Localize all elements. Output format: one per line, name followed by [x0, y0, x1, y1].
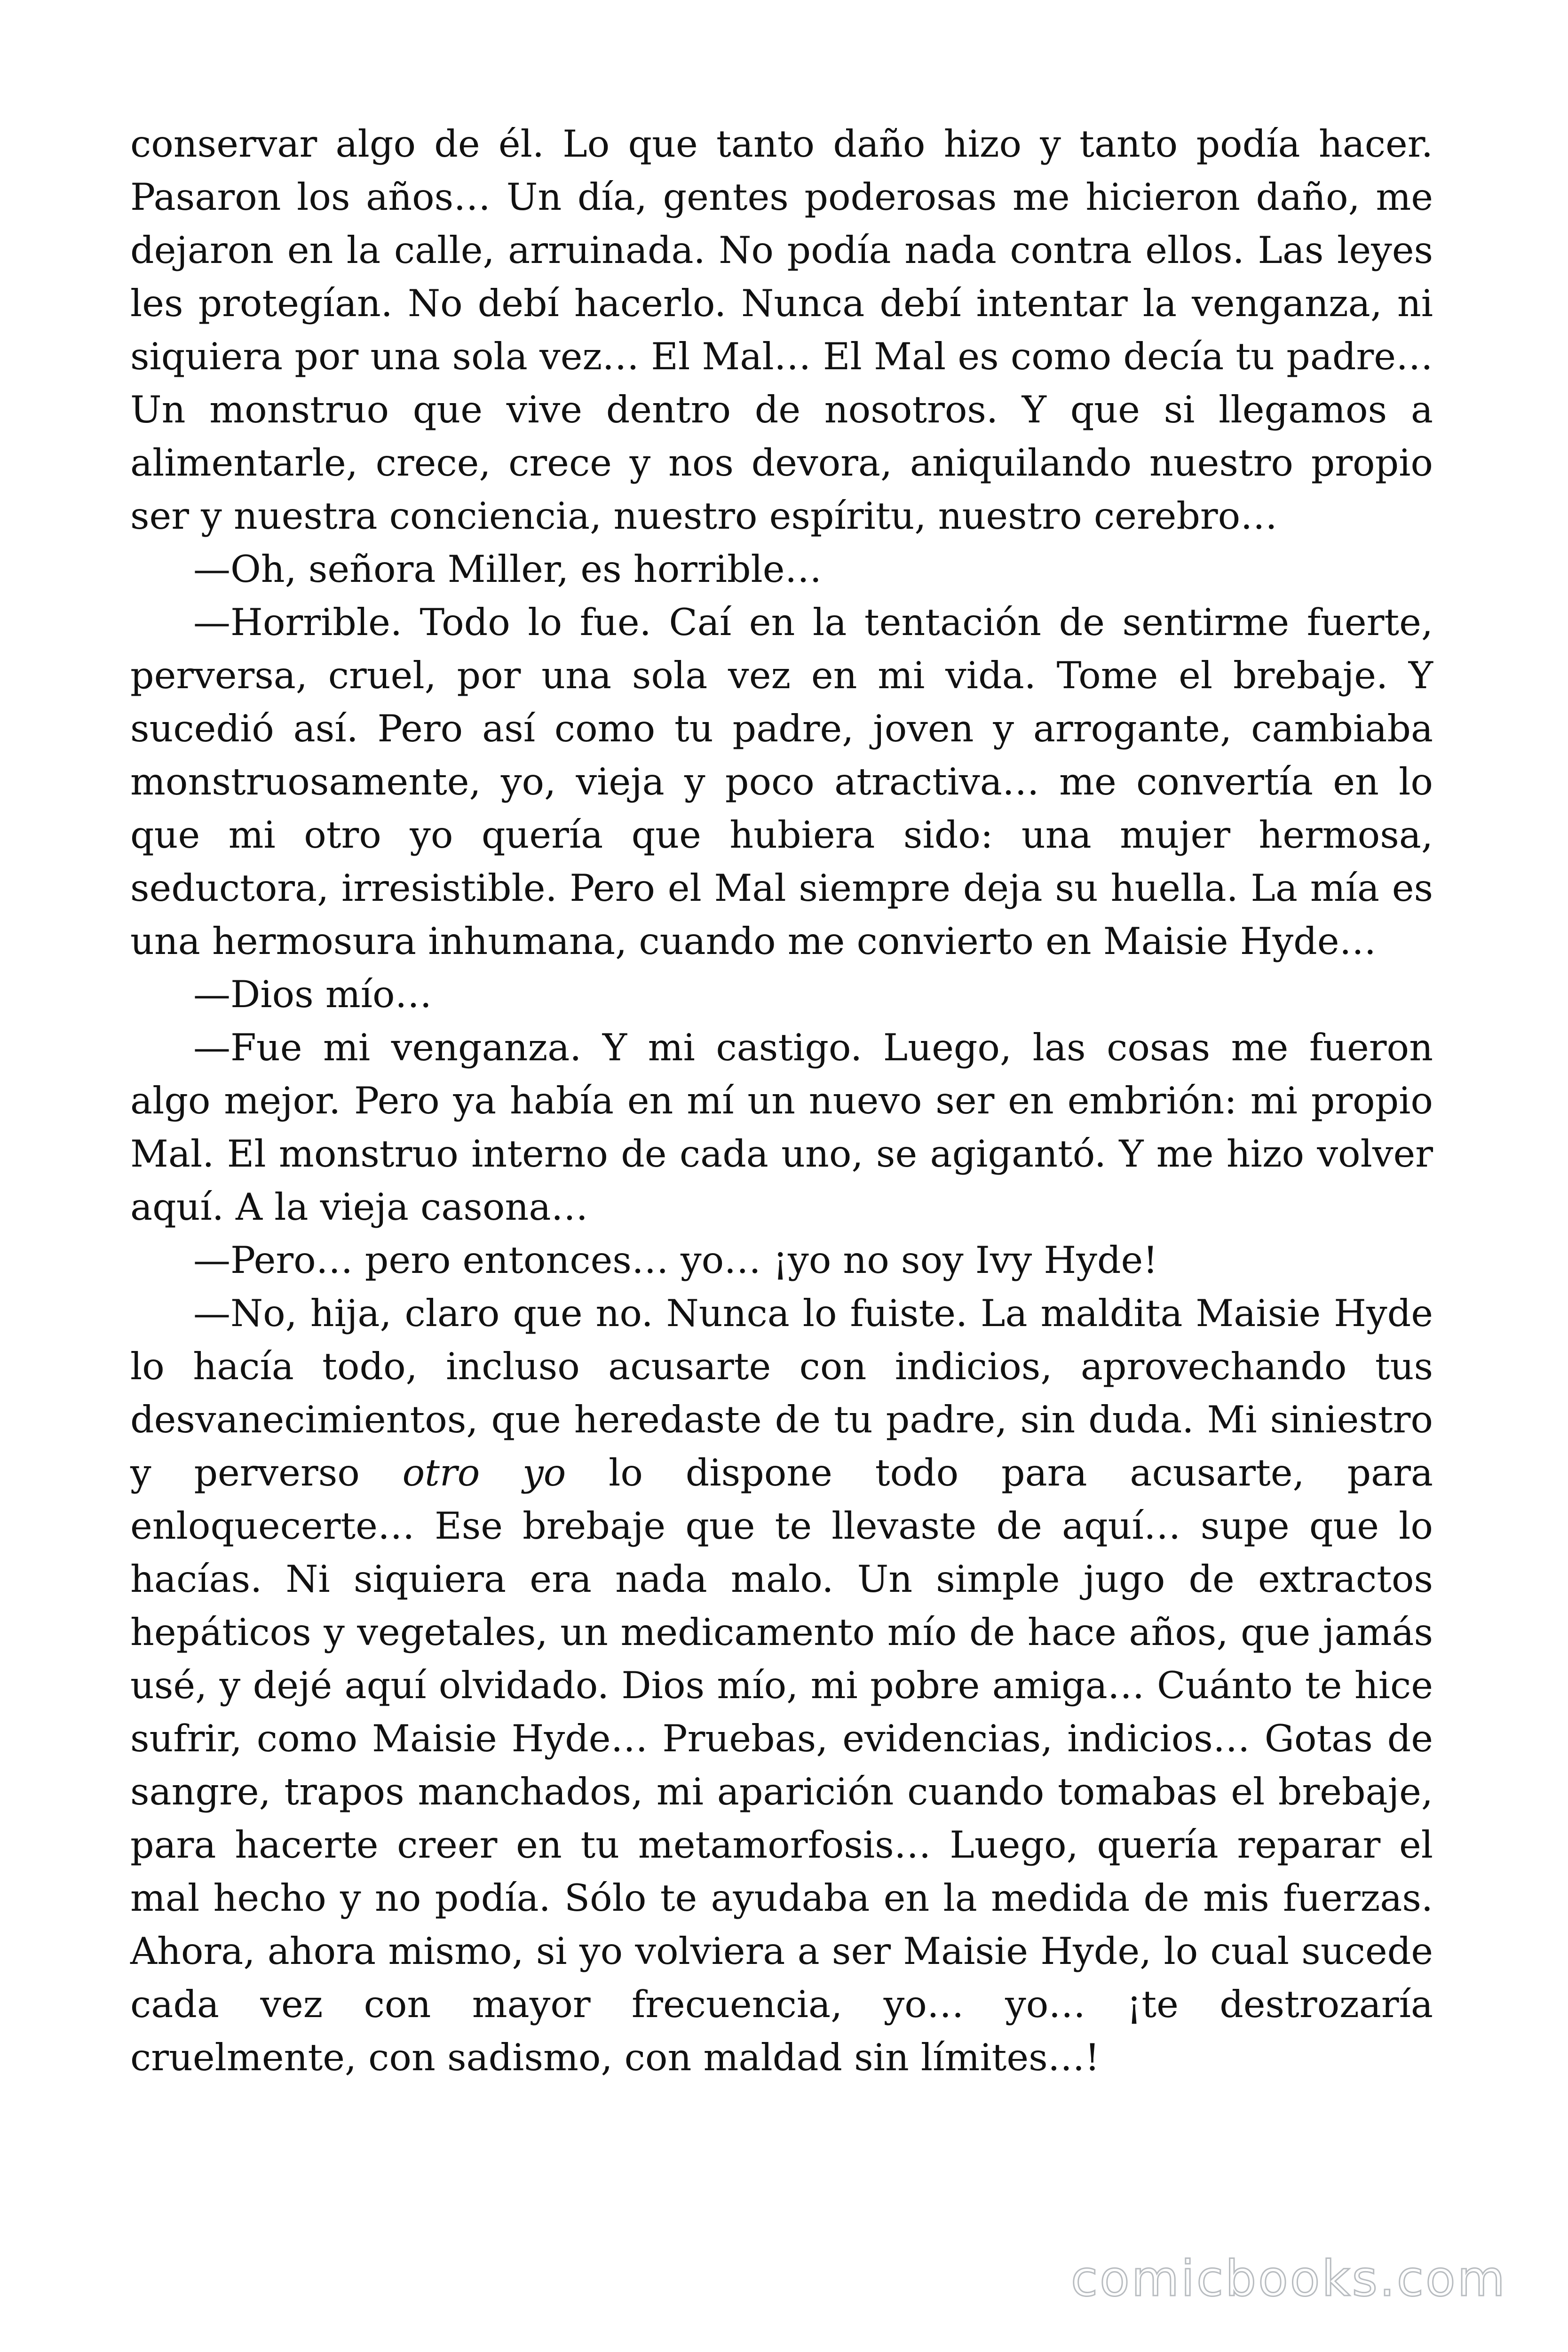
dialogue-paragraph: [130, 596, 1433, 968]
paragraph-text: lo dispone todo para acusarte, para enloquecerte… Ese brebaje que te llevaste de aquí… supe que lo hacías. Ni siquiera era nada malo. Un simple jugo de extractos hepáticos y vegetales, un medicamento mío de hace años, que jamás usé, y dejé aquí olvidado. Dios mío, mi pobre amiga… Cuánto te hice sufrir, como Maisie Hyde… Pruebas, evidencias, indicios… Gotas de sangre, trapos manchados, mi aparición cuando tomabas el brebaje, para hacerte creer en tu metamorfosis… Luego, quería reparar el mal hecho y no podía. Sólo te ayudaba en la medida de mis fuerzas. Ahora, ahora mismo, si yo volviera a ser Maisie Hyde, lo cual sucede cada vez con mayor frecuencia, yo… yo… ¡te destrozaría cruelmente, con sadismo, con maldad sin límites…!: [130, 1451, 1433, 2079]
dialogue-paragraph: [130, 543, 1433, 596]
dialogue-paragraph: [130, 1287, 1433, 2084]
watermark: comicbooks.com: [1070, 2250, 1507, 2307]
paragraph-text: —Dios mío…: [193, 973, 432, 1016]
page-body: [130, 118, 1433, 2084]
dialogue-paragraph: [130, 1234, 1433, 1287]
italic-phrase: otro yo: [402, 1451, 566, 1494]
paragraph-text: —No, hija, claro que no. Nunca lo fuiste. La maldita Maisie Hyde lo hacía todo, incluso acusarte con indicios, aprovechando tus desvanecimientos, que heredaste de tu padre, sin duda. Mi siniestro y perverso: [130, 1292, 1433, 1494]
dialogue-paragraph: [130, 968, 1433, 1021]
paragraph-text: —Pero… pero entonces… yo… ¡yo no soy Ivy Hyde!: [193, 1239, 1158, 1282]
paragraph-text: —Horrible. Todo lo fue. Caí en la tentación de sentirme fuerte, perversa, cruel, por una sola vez en mi vida. Tome el brebaje. Y sucedió así. Pero así como tu padre, joven y arrogante, cambiaba monstruosamente, yo, vieja y poco atractiva… me convertía en lo que mi otro yo quería que hubiera sido: una mujer hermosa, seductora, irresistible. Pero el Mal siempre deja su huella. La mía es una hermosura inhumana, cuando me convierto en Maisie Hyde…: [130, 601, 1433, 963]
paragraph-text: —Oh, señora Miller, es horrible…: [193, 548, 822, 591]
paragraph-text: —Fue mi venganza. Y mi castigo. Luego, las cosas me fueron algo mejor. Pero ya había en mí un nuevo ser en embrión: mi propio Mal. El monstruo interno de cada uno, se agigantó. Y me hizo volver aquí. A la vieja casona…: [130, 1026, 1433, 1229]
dialogue-paragraph: [130, 1021, 1433, 1234]
paragraph-text: conservar algo de él. Lo que tanto daño hizo y tanto podía hacer. Pasaron los años… Un día, gentes poderosas me hicieron daño, me dejaron en la calle, arruinada. No podía nada contra ellos. Las leyes les protegían. No debí hacerlo. Nunca debí intentar la venganza, ni siquiera por una sola vez… El Mal… El Mal es como decía tu padre… Un monstruo que vive dentro de nosotros. Y que si llegamos a alimentarle, crece, crece y nos devora, aniquilando nuestro propio ser y nuestra conciencia, nuestro espíritu, nuestro cerebro…: [130, 122, 1433, 538]
paragraph: [130, 118, 1433, 543]
